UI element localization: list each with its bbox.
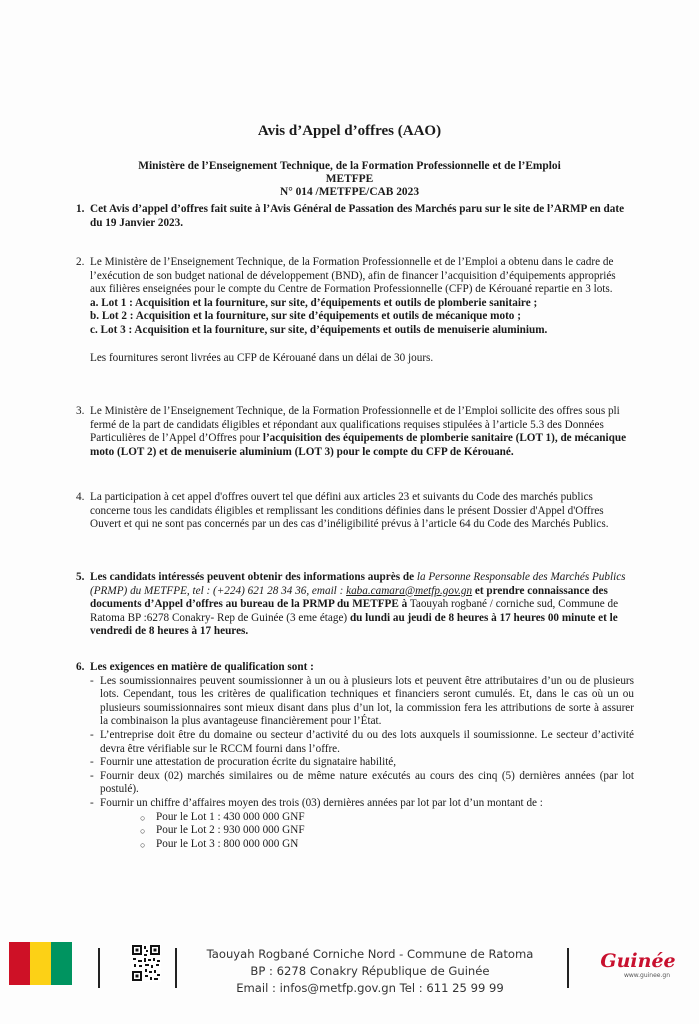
prmp-email-link[interactable]: kaba.camara@metfp.gov.gn bbox=[346, 584, 473, 597]
requirement-item: - Les soumissionnaires peuvent soumissionner à un ou à plusieurs lots et peuvent être attributaires d’un ou de plusieurs lots. Cependant, tous les critères de qualification techniques et financiers seront cumulés. Et, dans le cas où un ou plusieurs soumissionnaires sont mieux disant dans plus d’un lot, la commission fera les attributions de sorte à assurer la combinaison la plus avantageuse financièrement pour l’État. bbox=[90, 675, 634, 729]
section-6 bbox=[76, 661, 634, 851]
section-3 bbox=[76, 405, 634, 459]
logo-website: www.guinee.gn bbox=[623, 972, 670, 979]
reference-number: N° 014 /METFPE/CAB 2023 bbox=[279, 186, 420, 198]
requirements-list bbox=[90, 675, 634, 811]
office-hours: du lundi au jeudi de 8 heures à 17 heures 00 minute et le vendredi de 8 heures à 17 heures. bbox=[90, 611, 618, 638]
amount-item: ○ Pour le Lot 1 : 430 000 000 GNF bbox=[140, 811, 634, 825]
flag-stripe-green bbox=[51, 942, 72, 985]
section-number: 1. bbox=[76, 203, 85, 215]
section-number: 3. bbox=[76, 405, 85, 417]
lots-list bbox=[90, 297, 634, 338]
section-text: La participation à cet appel d'offres ouvert tel que défini aux articles 23 et suivants du Code des marchés publics concerne tous les candidats éligibles et remplissant les conditions définies dans le présent Dossier d'Appel d'Offres Ouvert et qui ne sont pas concernés par un des cas d’inéligibilité prévus à l’article 64 du Code des Marchés Publics. bbox=[90, 491, 609, 531]
section-4 bbox=[76, 491, 634, 532]
section-bold-text: Les candidats intéressés peuvent obtenir des informations auprès de bbox=[90, 571, 417, 583]
footer-divider bbox=[567, 948, 569, 988]
section-1 bbox=[76, 203, 634, 230]
section-text: Cet Avis d’appel d’offres fait suite à l’Avis Général de Passation des Marchés paru sur le site de l’ARMP en date du 19 Janvier 2023. bbox=[90, 203, 625, 229]
section-5 bbox=[76, 571, 634, 639]
section-number: 6. bbox=[76, 661, 85, 673]
address-line: BP : 6278 Conakry République de Guinée bbox=[250, 964, 490, 978]
footer-divider bbox=[98, 948, 100, 988]
page-title: Avis d’Appel d’offres (AAO) bbox=[257, 123, 442, 139]
lot-item: a. Lot 1 : Acquisition et la fourniture, sur site, d’équipements et outils de plomberie sanitaire ; bbox=[90, 296, 538, 309]
flag-stripe-red bbox=[9, 942, 30, 985]
flag-stripe-yellow bbox=[30, 942, 51, 985]
section-number: 2. bbox=[76, 256, 85, 268]
guinee-logo bbox=[598, 950, 678, 1000]
section-heading: Les exigences en matière de qualification sont : bbox=[90, 661, 314, 673]
section-bold-text: et prendre connaissance des documents d’Appel d’offres au bureau de la PRMP du METFPE à bbox=[90, 584, 608, 611]
qr-code-icon bbox=[131, 944, 161, 982]
section-2 bbox=[76, 256, 634, 365]
section-text: Le Ministère de l’Enseignement Technique, de la Formation Professionnelle et de l’Emploi sollicite des offres sous pli fermé de la part de candidats éligibles et répondant aux qualifications requises stipulées à l’article 5.3 des Données Particulières de l’Appel d’Offres pour bbox=[90, 405, 620, 445]
footer-divider bbox=[175, 948, 177, 988]
section-bold-text: l’acquisition des équipements de plomberie sanitaire (LOT 1), de mécanique moto (LOT 2) et de menuiserie aluminium (LOT 3) pour le compte du CFP de Kérouané. bbox=[90, 432, 627, 458]
logo-text: Guinée bbox=[600, 950, 676, 972]
contact-line: Email : infos@metfp.gov.gn Tel : 611 25 99 99 bbox=[236, 981, 504, 995]
requirement-item: - Fournir deux (02) marchés similaires ou de même nature exécutés au cours des cinq (5) dernières années (par lot postulé). bbox=[90, 770, 634, 797]
office-address: Taouyah rogbané / corniche sud, Commune de Ratoma BP :6278 Conakry- Rep de Guinée (3 eme étage) bbox=[90, 598, 619, 624]
amount-item: ○ Pour le Lot 2 : 930 000 000 GNF bbox=[140, 824, 634, 838]
lot-item: b. Lot 2 : Acquisition et la fourniture, sur site d’équipements et outils de mécanique moto ; bbox=[90, 310, 521, 323]
requirement-item: - L’entreprise doit être du domaine ou secteur d’activité du ou des lots auxquels il soumissionne. Le secteur d’activité devra être vérifiable sur le RCCM fourni dans l’offre. bbox=[90, 729, 634, 756]
requirement-item: - Fournir un chiffre d’affaires moyen des trois (03) dernières années par lot par lot d’un montant de : bbox=[90, 797, 634, 811]
section-number: 5. bbox=[76, 571, 85, 583]
lot-item: c. Lot 3 : Acquisition et la fourniture, sur site, d’équipements et outils de menuiserie aluminium. bbox=[90, 323, 548, 336]
delivery-note: Les fournitures seront livrées au CFP de Kérouané dans un délai de 30 jours. bbox=[90, 351, 434, 364]
requirement-item: - Fournir une attestation de procuration écrite du signataire habilité, bbox=[90, 756, 634, 770]
section-number: 4. bbox=[76, 491, 85, 503]
ministry-abbreviation: METFPE bbox=[325, 173, 374, 185]
address-line: Taouyah Rogbané Corniche Nord - Commune de Ratoma bbox=[206, 947, 534, 961]
prmp-contact: la Personne Responsable des Marchés Publics (PRMP) du METFPE, tel : (+224) 621 28 34 36, email : bbox=[90, 571, 626, 597]
amounts-list bbox=[90, 811, 634, 852]
amount-item: ○ Pour le Lot 3 : 800 000 000 GN bbox=[140, 838, 634, 852]
footer-address bbox=[180, 946, 560, 997]
ministry-name: Ministère de l’Enseignement Technique, de la Formation Professionnelle et de l’Emploi bbox=[138, 160, 561, 172]
guinea-flag-icon bbox=[9, 942, 72, 985]
section-text: Le Ministère de l’Enseignement Technique, de la Formation Professionnelle et de l’Emploi a obtenu dans le cadre de l’exécution de son budget national de développement (BND), afin de financer l’acquisition d’équipements appropriés aux filières enseignées pour le compte du Centre de Formation Professionnelle (CFP) de Kérouané repartie en 3 lots. bbox=[90, 256, 616, 296]
ministry-header bbox=[60, 160, 639, 199]
